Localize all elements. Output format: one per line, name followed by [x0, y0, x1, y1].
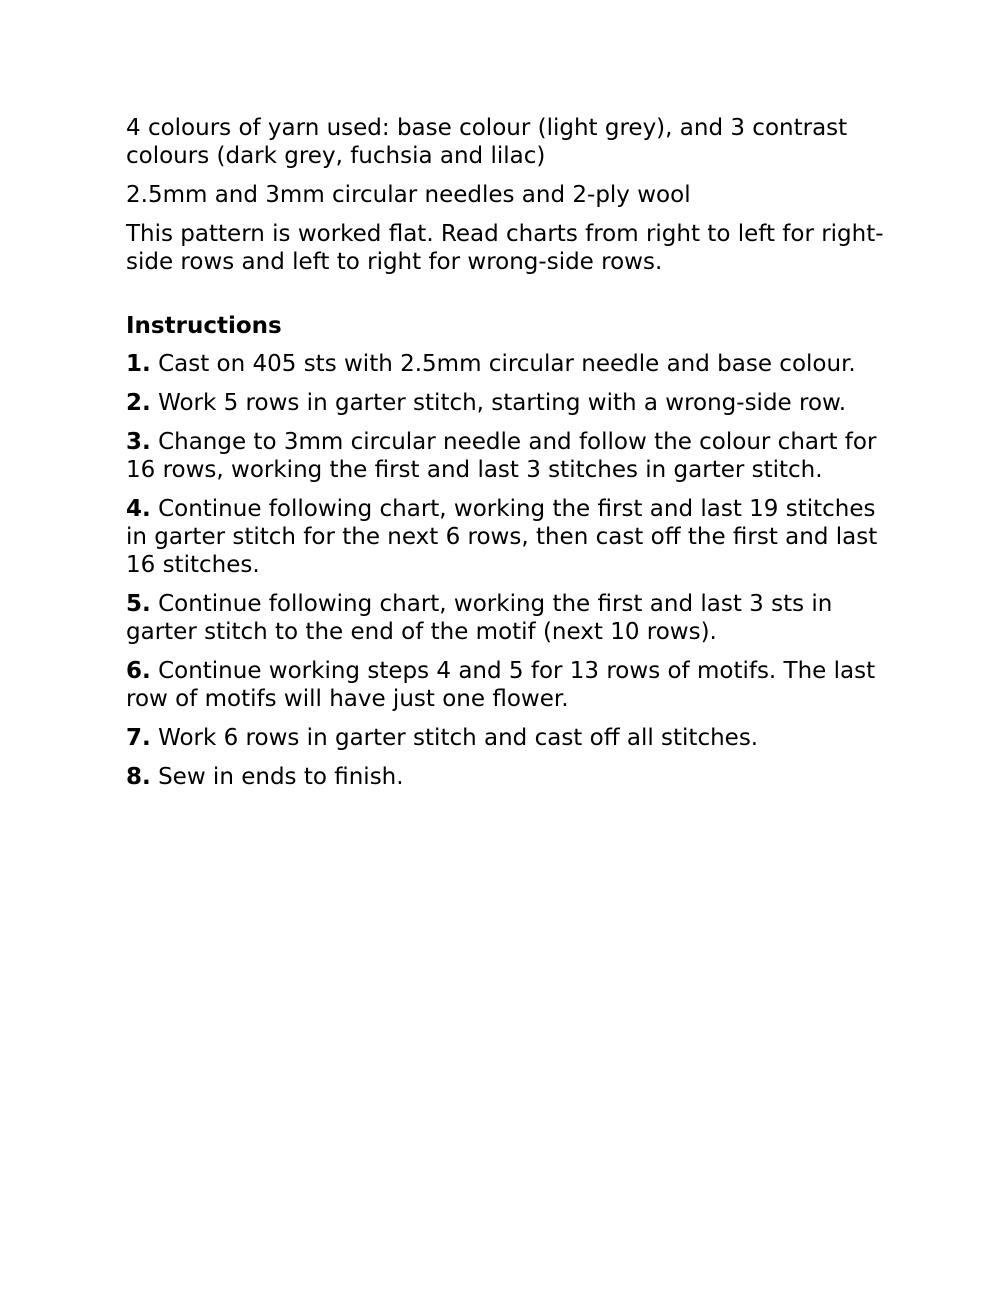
step-text: Continue working steps 4 and 5 for 13 rows of motifs. The last row of motifs will have just one flower. — [126, 658, 876, 712]
step-2 — [126, 389, 886, 417]
instructions-heading: Instructions — [126, 313, 282, 339]
step-3 — [126, 428, 886, 484]
step-4 — [126, 495, 886, 579]
step-1 — [126, 350, 886, 378]
step-number: 5. — [126, 591, 151, 617]
needles-paragraph: 2.5mm and 3mm circular needles and 2-ply wool — [126, 182, 691, 208]
step-text: Sew in ends to finish. — [158, 764, 404, 790]
step-6 — [126, 657, 886, 713]
step-text: Cast on 405 sts with 2.5mm circular needle and base colour. — [158, 351, 856, 377]
step-number: 8. — [126, 764, 151, 790]
step-text: Work 5 rows in garter stitch, starting with a wrong-side row. — [158, 390, 847, 416]
page-content — [126, 114, 886, 802]
step-5 — [126, 590, 886, 646]
step-7 — [126, 724, 886, 752]
step-number: 3. — [126, 429, 151, 455]
yarn-paragraph: 4 colours of yarn used: base colour (light grey), and 3 contrast colours (dark grey, fuchsia and lilac) — [126, 115, 848, 169]
step-8 — [126, 763, 886, 791]
step-number: 4. — [126, 496, 151, 522]
step-number: 2. — [126, 390, 151, 416]
step-number: 6. — [126, 658, 151, 684]
step-number: 1. — [126, 351, 151, 377]
step-text: Change to 3mm circular needle and follow the colour chart for 16 rows, working the first and last 3 stitches in garter stitch. — [126, 429, 877, 483]
step-text: Work 6 rows in garter stitch and cast off all stitches. — [158, 725, 759, 751]
step-text: Continue following chart, working the first and last 3 sts in garter stitch to the end of the motif (next 10 rows). — [126, 591, 833, 645]
step-number: 7. — [126, 725, 151, 751]
step-text: Continue following chart, working the first and last 19 stitches in garter stitch for the next 6 rows, then cast off the first and last 16 stitches. — [126, 496, 878, 578]
method-paragraph: This pattern is worked flat. Read charts from right to left for right-side rows and left to right for wrong-side rows. — [126, 221, 884, 275]
